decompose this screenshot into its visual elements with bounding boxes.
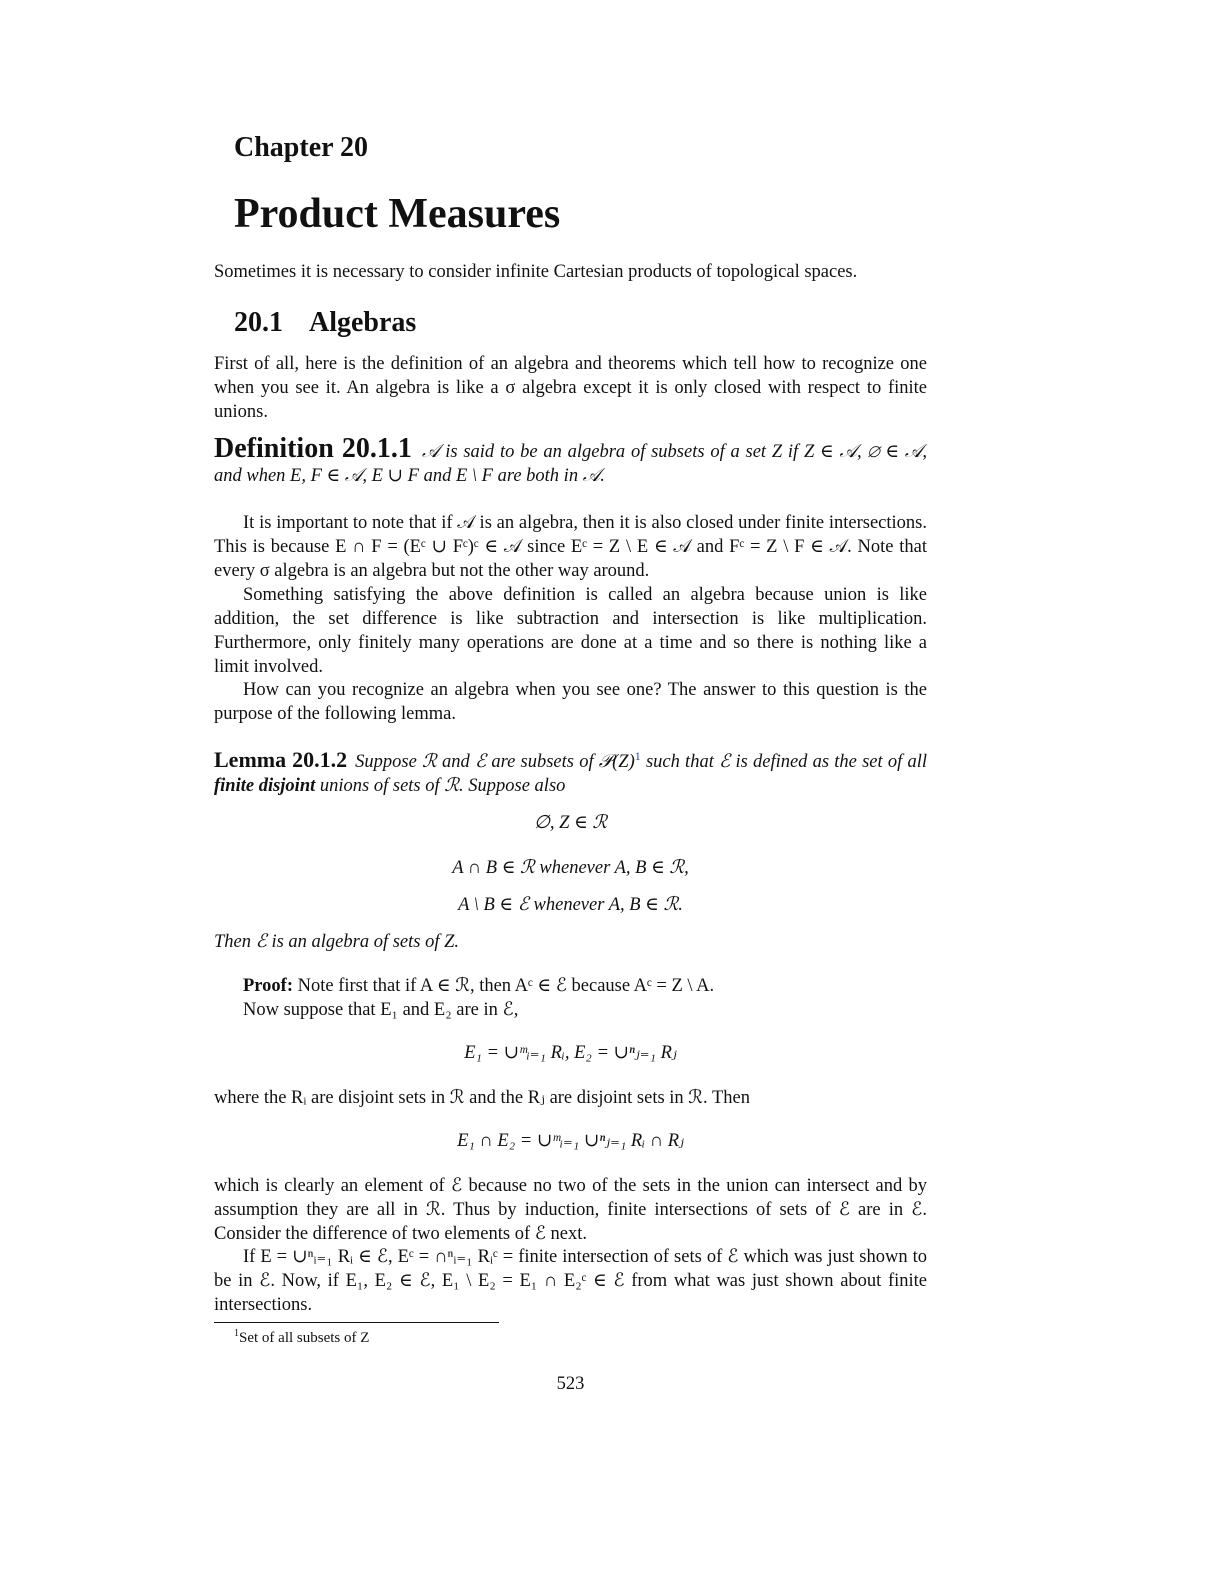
note-paragraph-3: How can you recognize an algebra when you see one? The answer to this question is the purpose of the following lemma. bbox=[214, 680, 927, 724]
section-heading bbox=[234, 307, 416, 339]
page bbox=[214, 0, 927, 1584]
lemma-block bbox=[214, 744, 927, 798]
definition-block bbox=[214, 433, 928, 488]
chapter-title: Product Measures bbox=[234, 191, 561, 237]
equation-4: E₁ = ∪ᵐᵢ₌₁ Rᵢ, E₂ = ∪ⁿⱼ₌₁ Rⱼ bbox=[464, 1043, 677, 1063]
proof-line-2: Now suppose that E₁ and E₂ are in ℰ, bbox=[243, 1000, 519, 1020]
section-title: Algebras bbox=[309, 307, 417, 338]
lemma-emphasis: finite disjoint bbox=[214, 776, 316, 797]
note-paragraph-2: Something satisfying the above definition is called an algebra because union is like addition, the set difference is like subtraction and intersection is like multiplication. Furthermore, only finitely many operations are done at a time and so there is nothing like a limit involved. bbox=[214, 585, 927, 677]
page-number: 523 bbox=[556, 1374, 585, 1394]
equation-2: A ∩ B ∈ ℛ whenever A, B ∈ ℛ, bbox=[452, 858, 689, 878]
footnote-rule bbox=[214, 1322, 499, 1323]
footnote-mark[interactable]: 1 bbox=[634, 749, 641, 763]
definition-label: Definition 20.1.1 bbox=[214, 433, 412, 464]
proof-line-1 bbox=[214, 974, 927, 998]
note-paragraph-1: It is important to note that if 𝒜 is an algebra, then it is also closed under finite intersections. This is because E ∩ F = (Eᶜ ∪ Fᶜ)ᶜ ∈ 𝒜 since Eᶜ = Z \ E ∈ 𝒜 and Fᶜ = Z \ F ∈ 𝒜. Note that every σ algebra is an algebra but not the other way around. bbox=[214, 513, 927, 581]
where-paragraph: where the Rᵢ are disjoint sets in ℛ and the Rⱼ are disjoint sets in ℛ. Then bbox=[214, 1088, 750, 1108]
equation-1: ∅, Z ∈ ℛ bbox=[533, 813, 608, 833]
complement-paragraph: If E = ∪ⁿᵢ₌₁ Rᵢ ∈ ℰ, Eᶜ = ∩ⁿᵢ₌₁ Rᵢᶜ = finite intersection of sets of ℰ which was just shown to be in ℰ. Now, if E₁, E₂ ∈ ℰ, E₁ \ E₂ = E₁ ∩ E₂ᶜ ∈ ℰ from what was just shown about finite intersections. bbox=[214, 1247, 927, 1315]
equation-5: E₁ ∩ E₂ = ∪ᵐᵢ₌₁ ∪ⁿⱼ₌₁ Rᵢ ∩ Rⱼ bbox=[457, 1131, 684, 1151]
proof-label: Proof: bbox=[243, 976, 293, 996]
after-equation-paragraph: which is clearly an element of ℰ because no two of the sets in the union can intersect and by assumption they are all in ℛ. Thus by induction, finite intersections of sets of ℰ are in ℰ. Consider the difference of two elements of ℰ next. bbox=[214, 1176, 927, 1244]
footnote bbox=[234, 1328, 369, 1347]
intro-paragraph: Sometimes it is necessary to consider infinite Cartesian products of topological spaces. bbox=[214, 262, 858, 282]
chapter-label: Chapter 20 bbox=[234, 132, 369, 163]
equation-3: A \ B ∈ ℰ whenever A, B ∈ ℛ. bbox=[458, 895, 683, 915]
lemma-text-before: Suppose ℛ and ℰ are subsets of 𝒫(Z) bbox=[355, 752, 635, 773]
lemma-text-mid: such that ℰ is defined as the set of all bbox=[640, 752, 927, 773]
lemma-conclusion: Then ℰ is an algebra of sets of Z. bbox=[214, 932, 460, 952]
proof-text-1: Note first that if A ∈ ℛ, then Aᶜ ∈ ℰ because Aᶜ = Z \ A. bbox=[293, 976, 715, 996]
footnote-text: Set of all subsets of Z bbox=[239, 1330, 370, 1346]
first-paragraph: First of all, here is the definition of an algebra and theorems which tell how to recognize one when you see it. An algebra is like a σ algebra except it is only closed with respect to finite unions. bbox=[214, 354, 927, 422]
footnote-number: 1 bbox=[234, 1328, 239, 1339]
lemma-label: Lemma 20.1.2 bbox=[214, 747, 348, 773]
definition-text: 𝒜 is said to be an algebra of subsets of a set Z if Z ∈ 𝒜, ∅ ∈ 𝒜, and when E, F ∈ 𝒜, E ∪ F and E \ F are both in 𝒜. bbox=[214, 442, 928, 486]
lemma-text-after: unions of sets of ℛ. Suppose also bbox=[315, 776, 566, 797]
section-number: 20.1 bbox=[234, 307, 283, 338]
